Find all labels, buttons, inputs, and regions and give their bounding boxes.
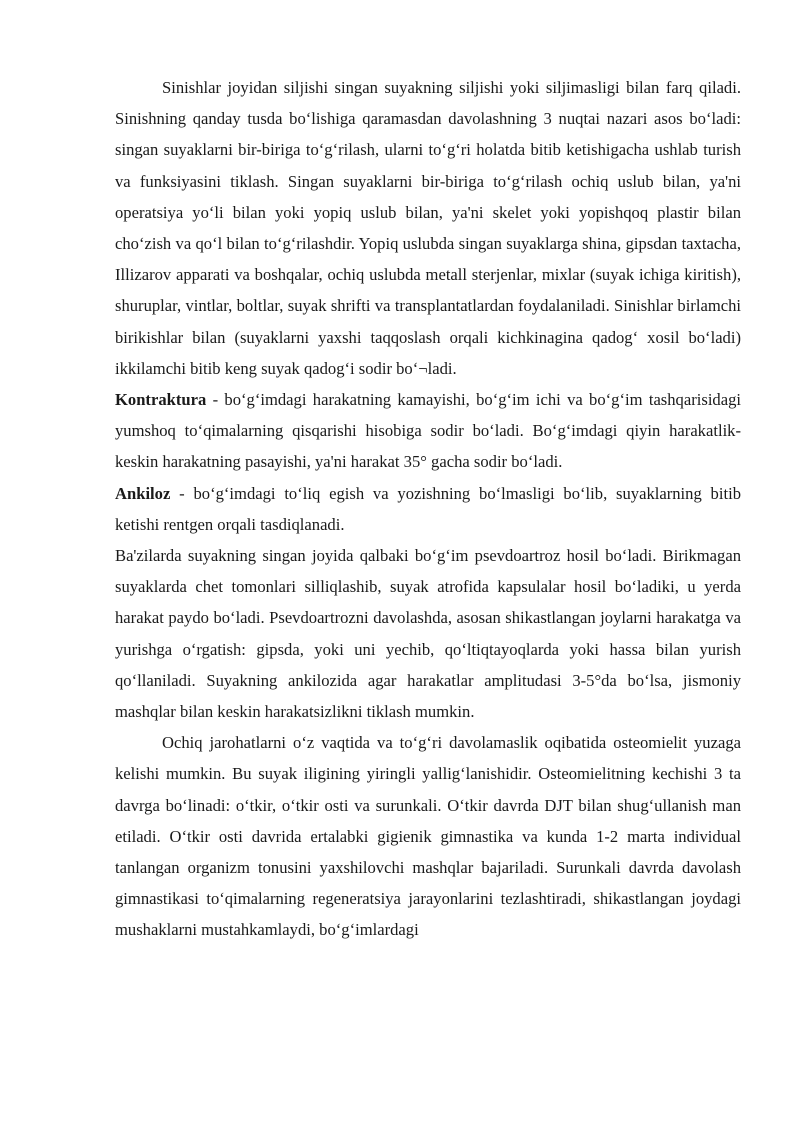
paragraph-osteomielit [115, 727, 741, 945]
paragraph-ankiloz [115, 478, 741, 540]
paragraph-text: - boʻgʻimdagi toʻliq egish va yozishning boʻlmasligi boʻlib, suyaklarning bitib ketishi rentgen orqali tasdiqlanadi. [115, 483, 741, 534]
paragraph-kontraktura [115, 384, 741, 478]
paragraph-text: Ba'zilarda suyakning singan joyida qalbaki boʻgʻim psevdoartroz hosil boʻladi. Birikmagan suyaklarda chet tomonlari silliqlashib, suyak atrofida kapsulalar hosil boʻladiki, u yerda harakat paydo boʻladi. Psevdoartrozni davolashda, asosan shikastlangan joylarni harakatga va yurishga oʻrgatish: gipsda, yoki uni yechib, qoʻltiqtayoqlarda yoki hassa bilan yurish qoʻllaniladi. Suyakning ankilozida agar harakatlar amplitudasi 3-5°da boʻlsa, jismoniy mashqlar bilan keskin harakatsizlikni tiklash mumkin. [115, 546, 741, 722]
paragraph-text: - boʻgʻimdagi harakatning kamayishi, boʻgʻim ichi va boʻgʻim tashqarisidagi yumshoq toʻqimalarning qisqarishi hisobiga sodir boʻladi. Boʻgʻimdagi qiyin harakatlik-keskin harakatning pasayishi, ya'ni harakat 35° gacha sodir boʻladi. [115, 390, 741, 472]
paragraph-psevdoartroz [115, 540, 741, 727]
document-page [115, 72, 741, 946]
paragraph-text: Ochiq jarohatlarni oʻz vaqtida va toʻgʻri davolamaslik oqibatida osteomielit yuzaga kelishi mumkin. Bu suyak iligining yiringli yalligʻlanishidir. Osteomielitning kechishi 3 ta davrga boʻlinadi: oʻtkir, oʻtkir osti va surunkali. Oʻtkir davrda DJT bilan shugʻullanish man etiladi. Oʻtkir osti davrida ertalabki gigienik gimnastika va kunda 1-2 marta individual tanlangan organizm tonusini yaxshilovchi mashqlar bajariladi. Surunkali davrda davolash gimnastikasi toʻqimalarning regeneratsiya jarayonlarini tezlashtiradi, shikastlangan joydagi mushaklarni mustahkamlaydi, boʻgʻimlardagi [115, 733, 741, 940]
paragraph-text: Sinishlar joyidan siljishi singan suyakning siljishi yoki siljimasligi bilan farq qiladi. Sinishning qanday tusda boʻlishiga qaramasdan davolashning 3 nuqtai nazari asos boʻladi: singan suyaklarni bir-biriga toʻgʻrilash, ularni toʻgʻri holatda bitib ketishigacha ushlab turish va funksiyasini tiklash. Singan suyaklarni bir-biriga toʻgʻrilash ochiq uslub bilan, ya'ni operatsiya yoʻli bilan yoki yopiq uslub bilan, ya'ni skelet yoki yopishqoq plastir bilan choʻzish va qoʻl bilan toʻgʻrilashdir. Yopiq uslubda singan suyaklarga shina, gipsdan taxtacha, Illizarov apparati va boshqalar, ochiq uslubda metall sterjenlar, mixlar (suyak ichiga kiritish), shuruplar, vintlar, boltlar, suyak shrifti va transplantatlardan foydalaniladi. Sinishlar birlamchi birikishlar bilan (suyaklarni yaxshi taqqoslash orqali kichkinagina qadogʻ xosil boʻladi) ikkilamchi bitib keng suyak qadogʻi sodir boʻ¬ladi. [115, 78, 741, 378]
paragraph-sinishlar [115, 72, 741, 384]
term-ankiloz: Ankiloz [115, 483, 171, 503]
term-kontraktura: Kontraktura [115, 390, 207, 410]
